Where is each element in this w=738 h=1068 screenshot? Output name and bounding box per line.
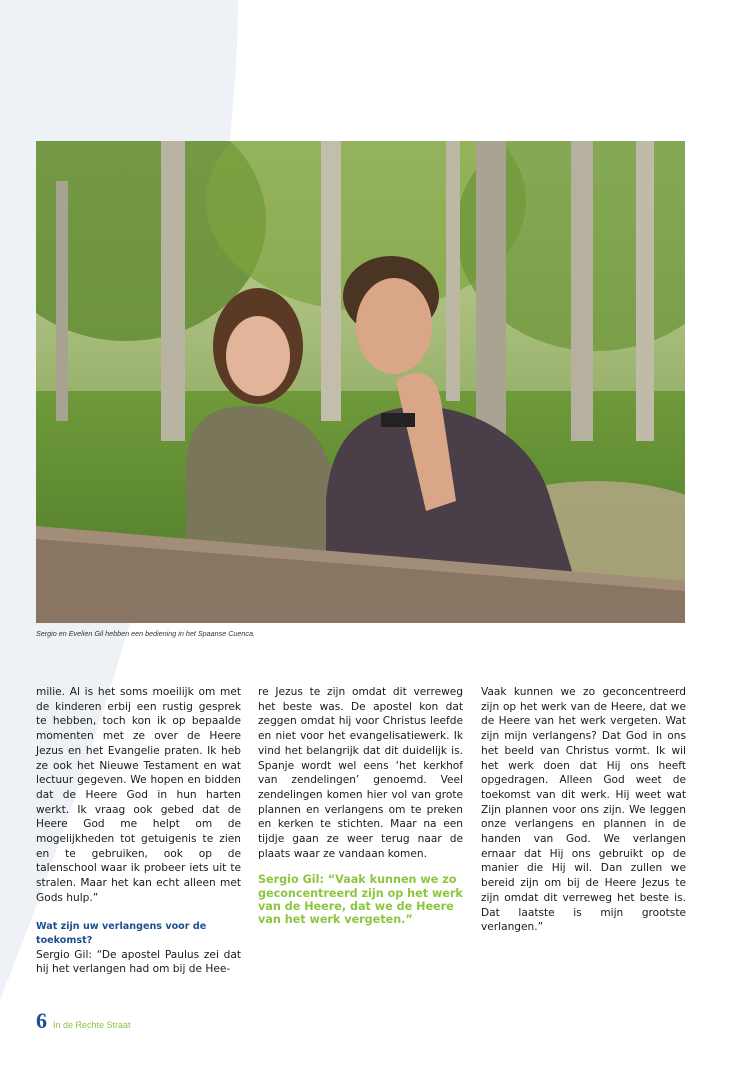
body-paragraph: re Jezus te zijn omdat dit verreweg het beste was. De apostel kon dat zeggen omdat hij voor Christus leefde en niet voor het evangelisatiewerk. Ik vind het belangrijk dat dit duidelijk is. Spanje wordt wel eens ‘het kerkhof van zendelingen’ genoemd. Veel zendelingen komen hier vol van grote plannen en verlangens om te preken en kerken te stichten. Maar na een tijdje gaan ze weer terug naar de plaats waar ze vandaan komen. xyxy=(258,686,463,860)
text-column-2 xyxy=(258,685,463,926)
body-paragraph: Vaak kunnen we zo geconcentreerd zijn op het werk van de Heere, dat we de Heere van het werk vergeten. Wat zijn mijn verlangens? Dat God in ons het beeld van Christus vormt. Ik wil het werk doen dat Hij ons heeft opgedragen. Alleen God weet de toekomst van dit werk. Hij weet wat Zijn plannen voor ons zijn. We leggen onze verlangens en plannen in de handen van God. We verlangen ernaar dat Hij ons gebruikt op de manier die Hij wil. Dan zullen we bereid zijn om bij de Heere Jezus te zijn omdat dit verreweg het beste is. Dat laatste is mijn grootste verlangen.” xyxy=(481,686,686,934)
pull-quote: Sergio Gil: “Vaak kunnen we zo geconcentreerd zijn op het werk van de Heere, dat we de Heere van het werk vergeten.” xyxy=(258,873,463,927)
photo-caption: Sergio en Evelien Gil hebben een bediening in het Spaanse Cuenca. xyxy=(36,629,255,638)
body-paragraph: milie. Al is het soms moeilijk om met de kinderen erbij een rustig gesprek te hebben, toch kon ik op bepaalde momenten met ze over de Heere Jezus en het Evangelie praten. Ik heb ze ook het Nieuwe Testament en wat lectuur gegeven. We hopen en bidden dat de Heere God in hun harten werkt. Ik vraag ook gebed dat de Heere God me helpt om de mogelijkheden tot getuigenis te zien en te gebruiken, ook op de talenschool waar ik probeer iets uit te stralen. Maar het kan echt alleen met Gods hulp.” xyxy=(36,686,241,904)
page-number: 6 xyxy=(36,1008,47,1033)
body-paragraph: Sergio Gil: “De apostel Paulus zei dat hij het verlangen had om bij de Hee- xyxy=(36,948,241,976)
text-column-3 xyxy=(481,685,686,935)
text-column-1 xyxy=(36,685,241,977)
section-subheading: Wat zijn uw verlangens voor de toekomst? xyxy=(36,920,207,946)
page-footer xyxy=(36,1008,131,1032)
magazine-name: In de Rechte Straat xyxy=(53,1020,131,1030)
couple-photo xyxy=(36,141,685,623)
